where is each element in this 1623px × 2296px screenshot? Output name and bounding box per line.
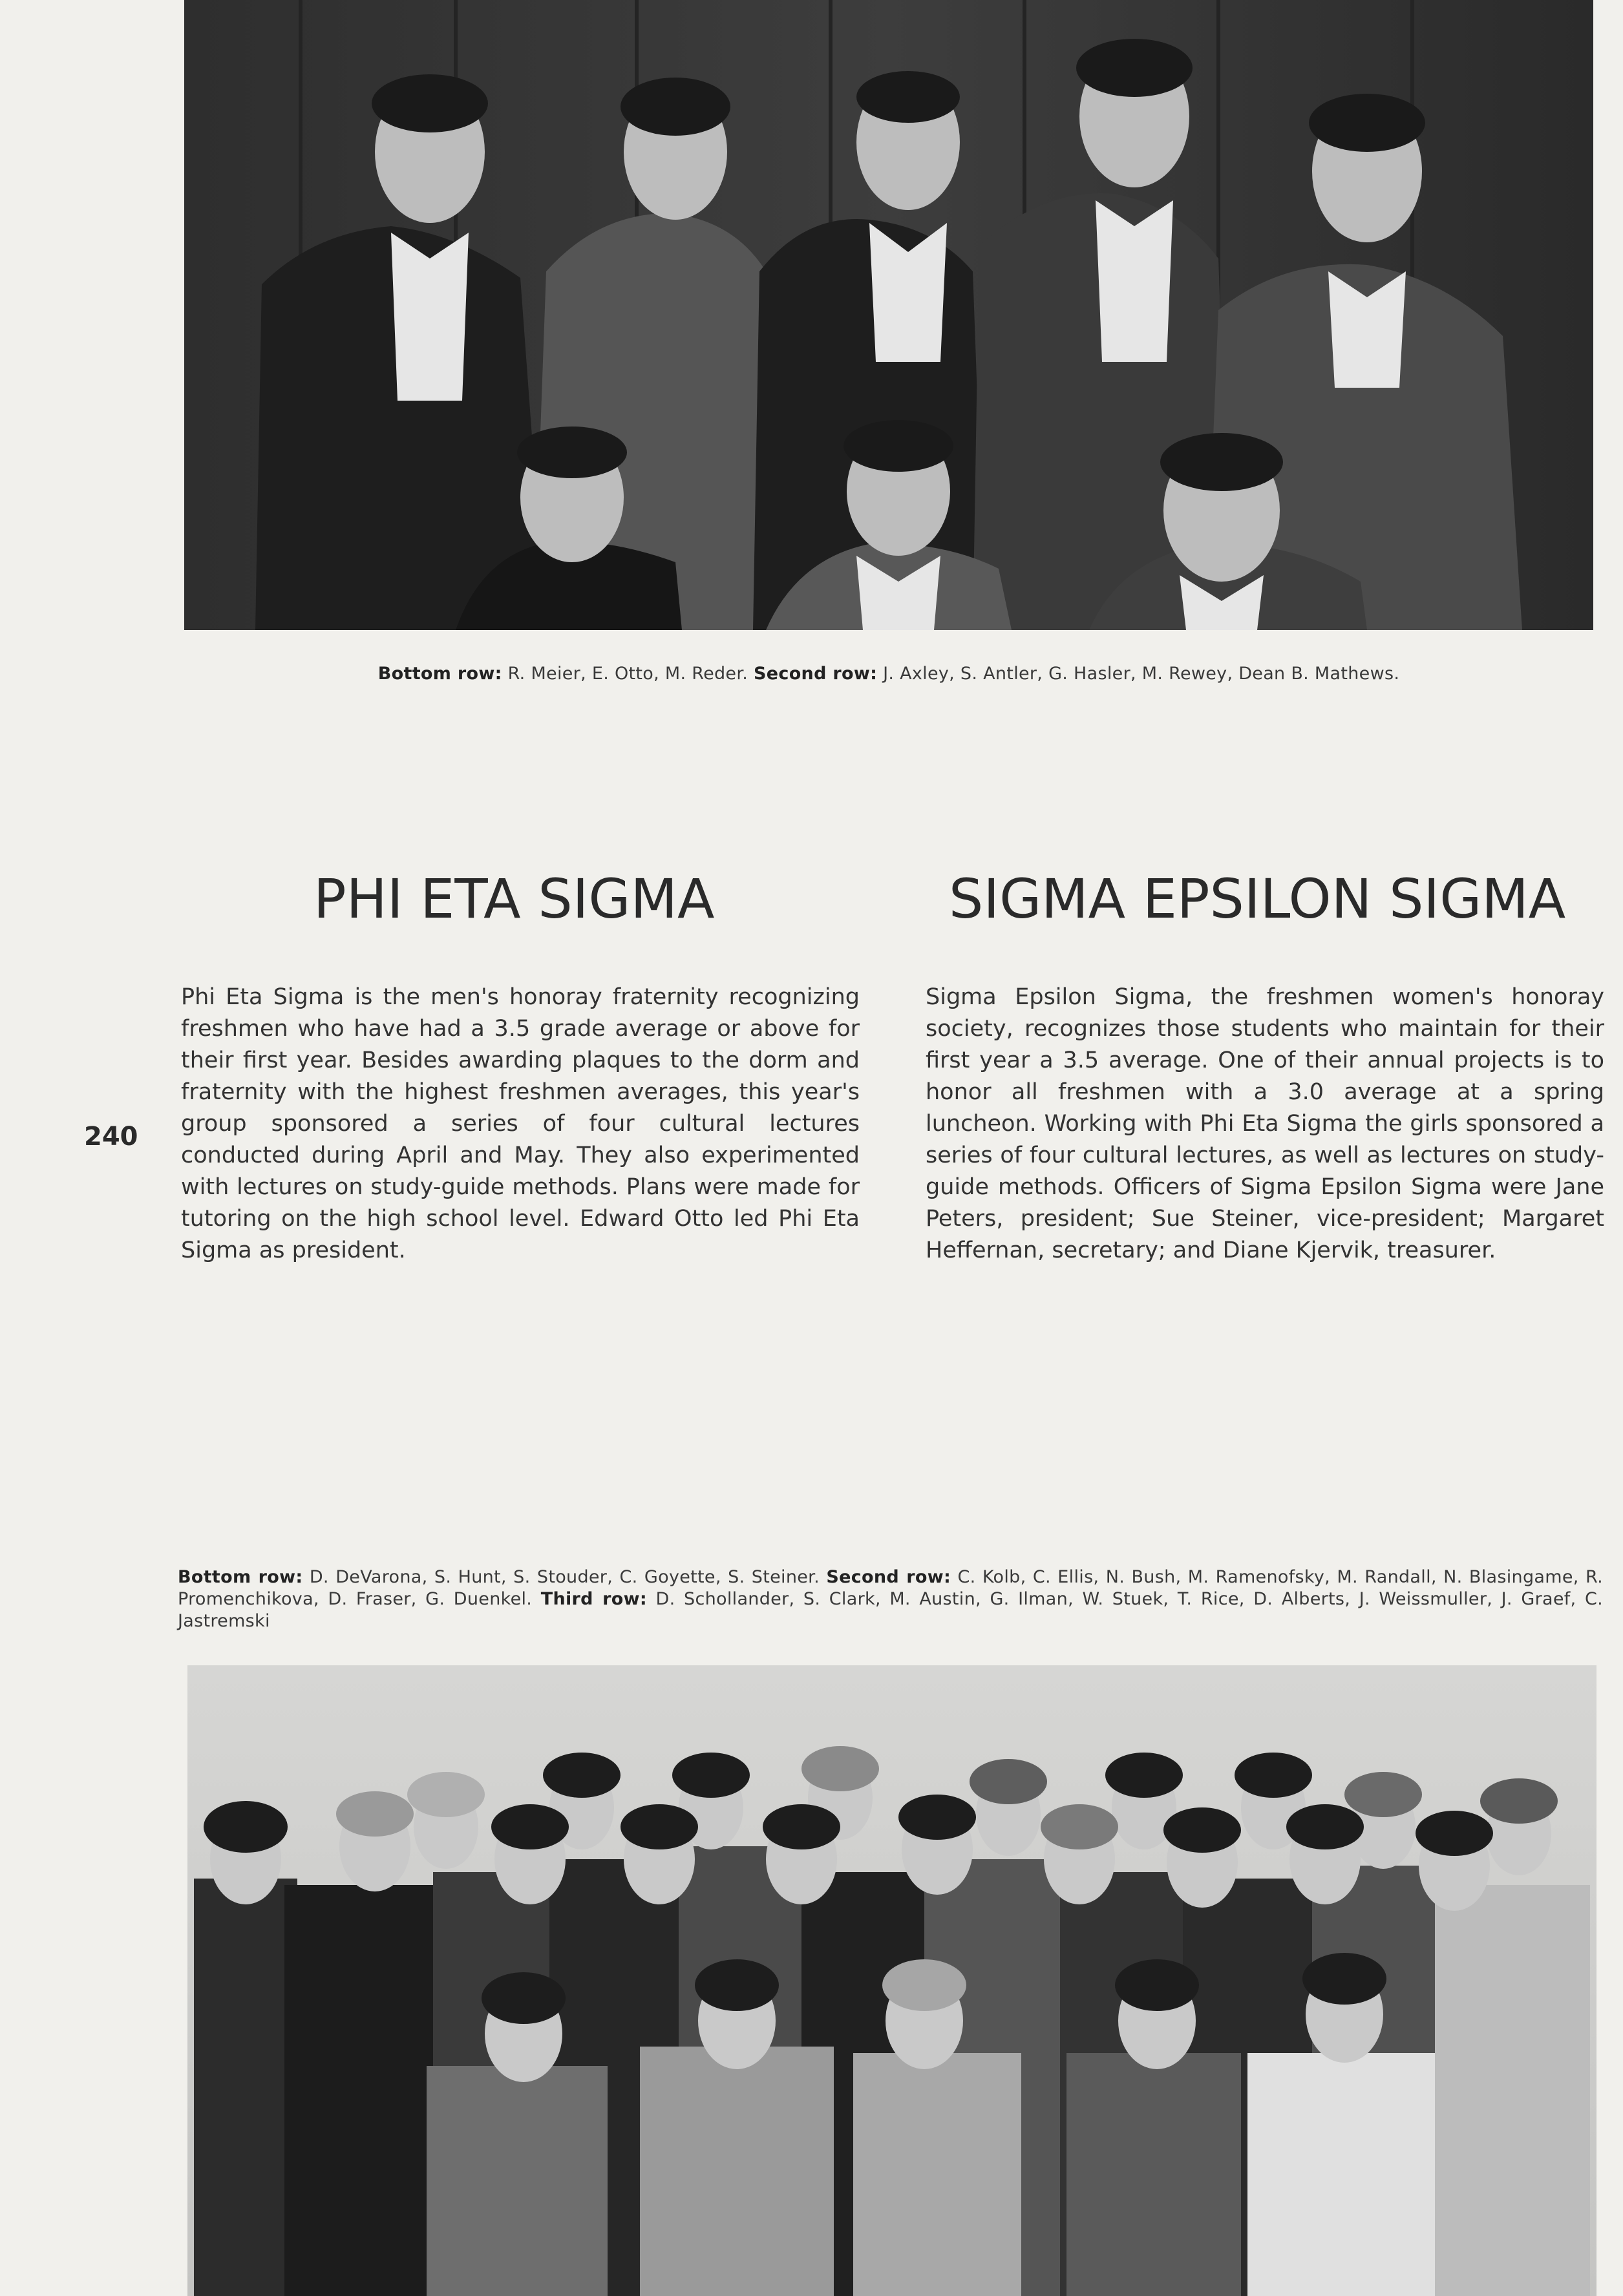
bottom-group-photo-image (187, 1665, 1596, 2296)
top-caption-row2-names: J. Axley, S. Antler, G. Hasler, M. Rewey, Dean B. Mathews. (877, 664, 1400, 684)
sigma-epsilon-sigma-title: SIGMA EPSILON SIGMA (949, 867, 1566, 931)
phi-eta-sigma-title: PHI ETA SIGMA (313, 867, 715, 931)
bottom-caption-row1-label: Bottom row: (178, 1567, 303, 1587)
top-caption-row1-label: Bottom row: (377, 664, 502, 684)
bottom-caption-row3-names: D. Schollander, S. Clark, M. Austin, G. Ilman, W. Stuek, T. Rice, D. Alberts, J. Weissmuller, J. Graef, C. Jastremski (178, 1589, 1604, 1631)
top-group-photo (184, 0, 1593, 630)
bottom-photo-caption (178, 1566, 1603, 1632)
phi-eta-sigma-body: Phi Eta Sigma is the men's honoray fraternity recognizing freshmen who have had a 3.5 grade average or above for their first year. Besides awarding plaques to the dorm and fraternity with the highest freshmen averages, this year's group sponsored a series of four cultural lectures conducted during April and May. They also experimented with lectures on study-guide methods. Plans were made for tutoring on the high school level. Edward Otto led Phi Eta Sigma as president. (181, 984, 860, 1263)
page-number: 240 (84, 1122, 138, 1152)
bottom-caption-row2-label: Second row: (826, 1567, 951, 1587)
top-photo-caption (184, 663, 1593, 685)
sigma-epsilon-sigma-body: Sigma Epsilon Sigma, the freshmen women's honoray society, recognizes those students who maintain for their first year a 3.5 average. One of their annual projects is to honor all freshmen with a 3.0 average at a spring luncheon. Working with Phi Eta Sigma the girls sponsored a series of four cultural lectures, as well as lectures on study-guide methods. Officers of Sigma Epsilon Sigma were Jane Peters, president; Sue Steiner, vice-president; Margaret Heffernan, secretary; and Diane Kjervik, treasurer. (926, 984, 1604, 1263)
top-caption-row2-label: Second row: (754, 664, 878, 684)
top-group-photo-image (184, 0, 1593, 630)
bottom-group-photo (187, 1665, 1596, 2296)
bottom-caption-row3-label: Third row: (540, 1589, 647, 1609)
top-caption-row1-names: R. Meier, E. Otto, M. Reder. (502, 664, 754, 684)
bottom-caption-row2-names: C. Kolb, C. Ellis, N. Bush, M. Ramenofsky, M. Randall, N. Blasingame, R. Promenchikova, D. Fraser, G. Duenkel. (178, 1567, 1604, 1609)
bottom-caption-row1-names: D. DeVarona, S. Hunt, S. Stouder, C. Goyette, S. Steiner. (302, 1567, 827, 1587)
